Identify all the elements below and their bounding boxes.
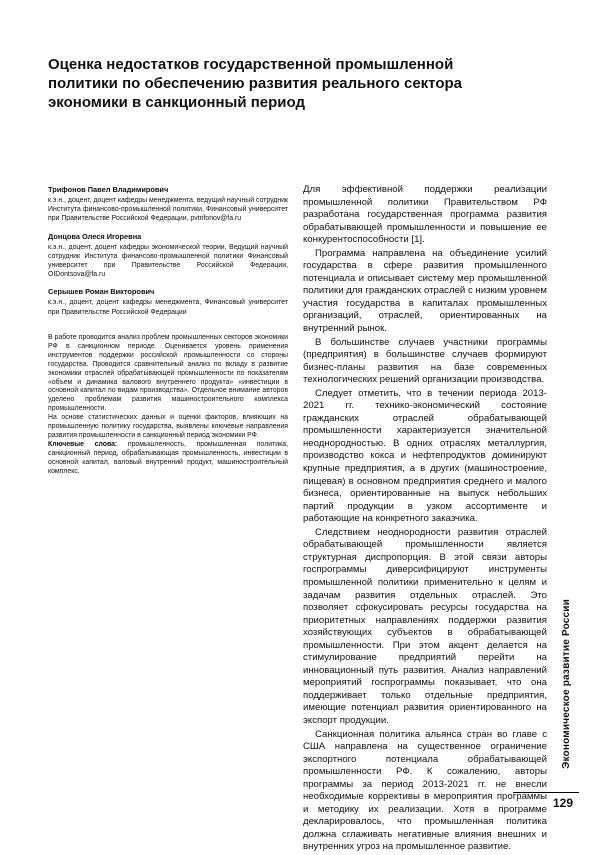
page-number: 129 bbox=[552, 796, 573, 810]
keywords bbox=[48, 441, 288, 477]
authors-block bbox=[48, 185, 288, 325]
journal-name: Экономическое развитие России bbox=[560, 599, 572, 769]
body-paragraph: Следует отметить, что в течении периода 2013-2021 гг. технико-экономический состояние гражданских отраслей обрабатывающей промышленности характеризуется значительной неоднородностью. В одних отраслях металлургия, производство кокса и нефтепродуктов доминируют крупные предприятия, а в других (машиностроение, пищевая) в основном предприятия среднего и малого бизнеса, ориентированные на выпуск небольших партий продукции в узком ассортименте и работающие на конкретного заказчика. bbox=[303, 387, 547, 525]
body-paragraph: Следствием неоднородности развития отраслей обрабатывающей промышленности является структурная диспропорция. В этой связи авторы госпрограммы диверсифицируют инструменты промышленной политики применительно к целям и задачам развития отдельных отраслей. Это позволяет сфокусировать ресурсы государства на приоритетных направлениях поддержки развития хозяйствующих субъектов в обрабатывающей промышленности. При этом акцент делается на стимулирование предприятий перейти на инновационный путь развития. Анализ направлений мероприятий госпрограммы показывает, что она поддерживает только отдельные предприятия, имеющие потенциал развития ориентированного на экспорт продукции. bbox=[303, 526, 547, 726]
journal-side-label bbox=[556, 584, 576, 784]
article-title: Оценка недостатков государственной промышленной политики по обеспечению развития реального сектора экономики в санкционный период bbox=[48, 56, 462, 111]
author-affiliation: к.э.н., доцент, доцент кафедры менеджмента, ведущий научный сотрудник Института финансово-промышленной политики, Финансовый университет при Правительстве Российской Федерации, pvtrifonov@fa.ru bbox=[48, 197, 288, 223]
body-paragraph: Программа направлена на объединение усилий государства в сфере развития промышленного потенциала и описывает систему мер промышленной политики для гражданских отраслей с низким уровнем участия государства в капиталах промышленных организаций, отраслей, ориентированных на внутренний рынок. bbox=[303, 247, 547, 335]
author-3 bbox=[48, 287, 288, 316]
keywords-text: промышленность, промышленная политика, санкционный период, обрабатывающая промышленность, инвестиции в основной капитал, валовый внутренний продукт, машиностроительный комплекс. bbox=[48, 440, 288, 475]
author-name: Донцова Олеся Игоревна bbox=[48, 231, 142, 241]
author-name: Трифонов Павел Владимирович bbox=[48, 185, 169, 194]
author-affiliation: к.э.н., доцент, доцент кафедры менеджмента, Финансовый университет при Правительстве Российской Федерации bbox=[48, 299, 288, 316]
body-paragraph: Санкционная политика альянса стран во главе с США направлена на существенное ограничение экспортного потенциала обрабатывающей промышленности РФ. К сожалению, авторы программы за период 2013-2021 гг. не внесли необходимые коррективы в мероприятия программы и методику их реализации. Хотя в программе декларировалось, что промышленная политика должна сглаживать негативные влияния внешних и внутренних угроз на промышленное развитие. bbox=[303, 728, 547, 853]
body-column bbox=[303, 184, 547, 855]
abstract-block bbox=[48, 334, 288, 477]
page-footer bbox=[513, 792, 579, 815]
author-name: Серышев Роман Викторович bbox=[48, 287, 155, 297]
author-1 bbox=[48, 185, 288, 224]
body-paragraph: Для эффективной поддержки реализации промышленной политики Правительством РФ разработана государственная программа развития обрабатывающей промышленности и повышение ее конкурентоспособности [1]. bbox=[303, 184, 547, 246]
author-affiliation: к.э.н., доцент, доцент кафедры экономической теории, Ведущий научный сотрудник Института финансово-промышленной политики Финансовый университет при Правительстве Российской Федерации, OIDontsova@fa.ru bbox=[48, 243, 288, 279]
abstract-paragraph: В работе проводится анализ проблем промышленных секторов экономики РФ в санкционном периоде. Оценивается уровень применения инструментов поддержки российской промышленности со стороны государства. Проводится сравнительный анализ по вкладу в развитие экономики отраслей обрабатывающей промышленности по показателям «объем и динамика валового внутреннего продукта» «инвестиции в основной капитал по видам производства». Отдельное внимание авторов уделено проблемам развития машиностроительного комплекса промышленности. bbox=[48, 334, 288, 413]
body-paragraph: В большинстве случаев участники программы (предприятия) в большинстве случаев формируют бизнес-планы развития на базе современных технологических решений организации производства. bbox=[303, 336, 547, 386]
author-2 bbox=[48, 232, 288, 280]
keywords-label: Ключевые слова: bbox=[48, 440, 118, 448]
abstract-paragraph: На основе статистических данных и оценки факторов, влияющих на промышленную политику государства, выявлены ключевые направления развития промышленности в санкционный период экономики РФ. bbox=[48, 414, 288, 439]
